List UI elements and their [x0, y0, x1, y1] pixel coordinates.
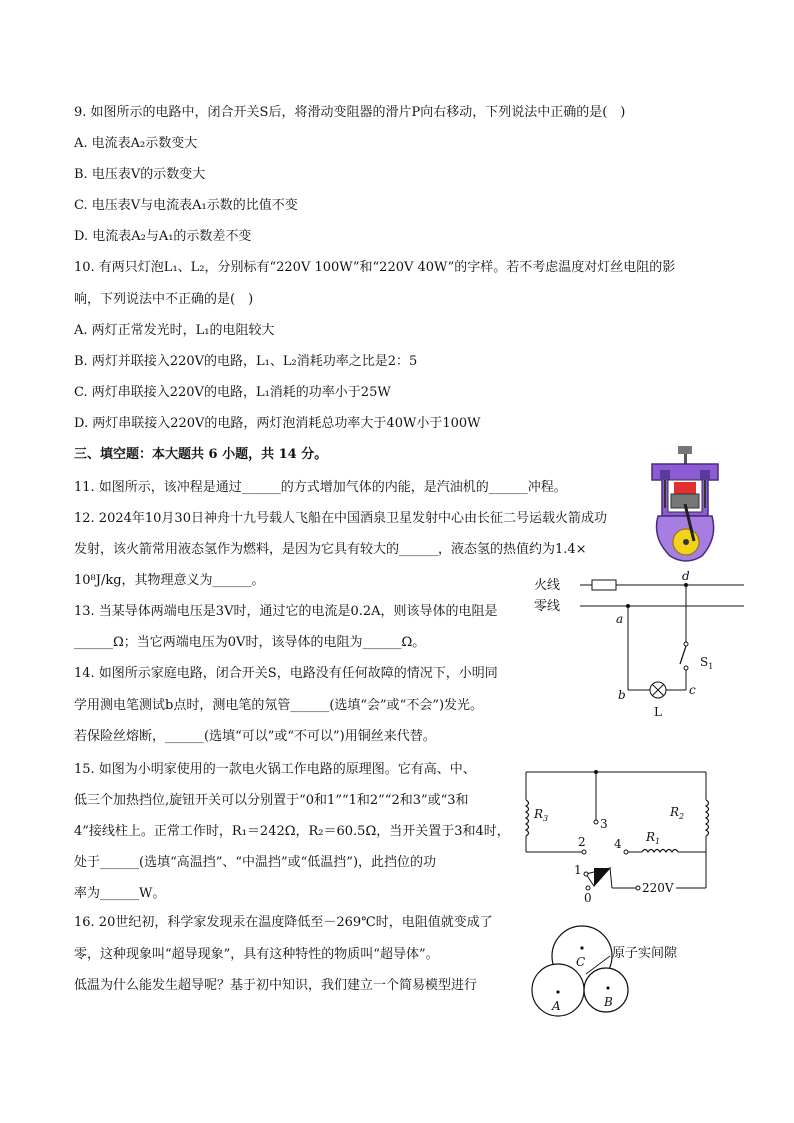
fuse	[592, 580, 616, 590]
terminal-4: 4	[614, 837, 622, 851]
hotpot-circuit-figure	[516, 764, 726, 904]
q12-line-2: 发射，该火箭常用液态氢作为燃料，是因为它具有较大的______，液态氢的热值约为1.4×	[74, 542, 587, 557]
q11: 11. 如图所示，该冲程是通过______的方式增加气体的内能，是汽油机的______冲程。	[74, 480, 567, 495]
q14-line-2: 学用测电笔测试b点时，测电笔的氖管______(选填“会”或“不会”)发光。	[74, 698, 484, 713]
q15-line-1: 15. 如图为小明家使用的一款电火锅工作电路的原理图。它有高、中、	[74, 762, 476, 777]
atom-model-figure	[528, 918, 698, 1022]
q13-line-1: 13. 当某导体两端电压是3V时，通过它的电流是0.2A，则该导体的电阻是	[74, 604, 498, 619]
resistor-r2	[706, 800, 709, 836]
r1-label: $R_1$	[646, 830, 661, 846]
atom-a-label: A	[552, 999, 561, 1013]
resistor-r3	[526, 800, 529, 836]
q15-line-4: 处于______(选填“高温挡”、“中温挡”或“低温挡”)，此挡位的功	[74, 855, 437, 870]
q15-line-3: 4”接线柱上。正常工作时，R₁＝242Ω，R₂＝60.5Ω，当开关置于3和4时，	[74, 824, 510, 839]
terminal-0: 0	[584, 891, 592, 904]
q16-line-1: 16. 20世纪初，科学家发现汞在温度降低至－269℃时，电阻值就变成了	[74, 915, 493, 930]
q10-stem-2: 响，下列说法中不正确的是( )	[74, 292, 254, 307]
r3-label: $R_3$	[534, 807, 549, 823]
live-wire-label: 火线	[534, 578, 561, 593]
resistor-r1	[642, 850, 678, 853]
q9-option-c: C. 电压表V与电流表A₁示数的比值不变	[74, 198, 298, 213]
terminal-2: 2	[578, 835, 586, 849]
q13-line-2: ______Ω；当它两端电压为0V时，该导体的电阻为______Ω。	[74, 635, 426, 650]
engine-stroke-figure	[648, 446, 724, 566]
section-3-heading: 三、填空题：本大题共 6 小题，共 14 分。	[74, 447, 328, 462]
q16-line-3: 低温为什么能发生超导呢？基于初中知识，我们建立一个简易模型进行	[74, 978, 478, 993]
terminal-3: 3	[600, 817, 608, 831]
atom-c-label: C	[576, 955, 586, 969]
atom-b-label: B	[604, 995, 613, 1009]
switch-s1	[680, 646, 686, 664]
switch-label: $S_1$	[700, 655, 714, 671]
q10-option-b: B. 两灯并联接入220V的电路，L₁、L₂消耗功率之比是2：5	[74, 354, 418, 369]
q16-line-2: 零，这种现象叫“超导现象”，具有这种特性的物质叫“超导体”。	[74, 947, 439, 962]
point-c: c	[689, 683, 696, 697]
q15-line-5: 率为______W。	[74, 886, 166, 901]
lamp-label: L	[654, 705, 662, 719]
r2-label: $R_2$	[670, 805, 685, 821]
q9-stem: 9. 如图所示的电路中，闭合开关S后，将滑动变阻器的滑片P向右移动，下列说法中正确的是( )	[74, 105, 626, 120]
q9-option-a: A. 电流表A₂示数变大	[74, 136, 198, 151]
q12-line-3: 10⁸J/kg，其物理意义为______。	[74, 573, 265, 588]
q14-line-1: 14. 如图所示家庭电路，闭合开关S，电路没有任何故障的情况下，小明同	[74, 666, 498, 681]
q9-option-d: D. 电流表A₂与A₁的示数差不变	[74, 229, 252, 244]
q10-option-c: C. 两灯串联接入220V的电路，L₁消耗的功率小于25W	[74, 385, 391, 400]
q12-line-1: 12. 2024年10月30日神舟十九号载人飞船在中国酒泉卫星发射中心由长征二号运载火箭成功	[74, 511, 607, 526]
q15-line-2: 低三个加热挡位,旋钮开关可以分别置于“0和1”“1和2”“2和3”或“3和	[74, 793, 469, 808]
q10-option-a: A. 两灯正常发光时，L₁的电阻较大	[74, 323, 275, 338]
q9-option-b: B. 电压表V的示数变大	[74, 167, 206, 182]
point-b: b	[618, 688, 626, 702]
household-circuit-figure	[530, 568, 750, 720]
point-d: d	[682, 569, 690, 583]
supply-label: 220V	[642, 881, 674, 895]
terminal-1: 1	[574, 863, 582, 877]
neutral-wire-label: 零线	[534, 599, 561, 614]
gap-label: 原子实间隙	[612, 946, 678, 961]
q14-line-3: 若保险丝熔断，______(选填“可以”或“不可以”)用铜丝来代替。	[74, 729, 436, 744]
point-a: a	[616, 612, 624, 626]
q10-option-d: D. 两灯串联接入220V的电路，两灯泡消耗总功率大于40W小于100W	[74, 416, 481, 431]
q10-stem-1: 10. 有两只灯泡L₁、L₂，分别标有“220V 100W”和“220V 40W”的字样。若不考虑温度对灯丝电阻的影	[74, 260, 676, 275]
